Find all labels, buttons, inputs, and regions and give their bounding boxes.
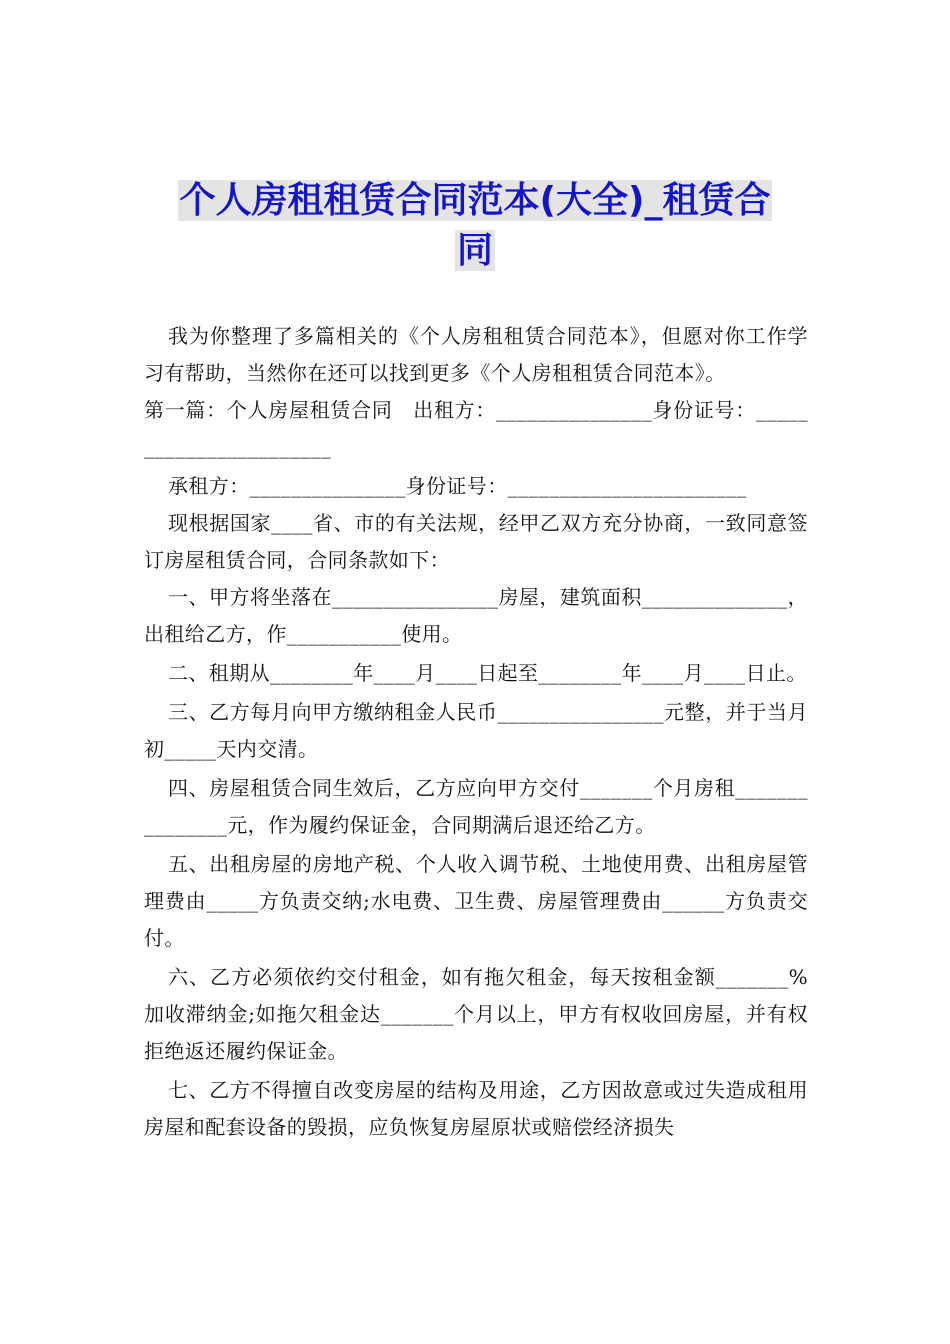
document-title [150,176,800,276]
clause-5: 五、出租房屋的房地产税、个人收入调节税、土地使用费、出租房屋管理费由_____方负责交纳;水电费、卫生费、房屋管理费由______方负责交付。 [144,852,808,950]
clause-7: 七、乙方不得擅自改变房屋的结构及用途，乙方因故意或过失造成租用房屋和配套设备的毁损，应负恢复房屋原状或赔偿经济损失 [144,1078,808,1139]
clause-6: 六、乙方必须依约交付租金，如有拖欠租金，每天按租金额_______%加收滞纳金;如拖欠租金达_______个月以上，甲方有权收回房屋，并有权拒绝返还履约保证金。 [144,965,808,1063]
title-line-2: 同 [456,230,493,271]
intro-paragraph: 我为你整理了多篇相关的《个人房租租赁合同范本》，但愿对你工作学习有帮助，当然你在还可以找到更多《个人房租租赁合同范本》。 [144,324,808,385]
clause-1: 一、甲方将坐落在________________房屋，建筑面积______________，出租给乙方，作___________使用。 [144,585,808,646]
clause-4: 四、房屋租赁合同生效后，乙方应向甲方交付_______个月房租_______________元，作为履约保证金，合同期满后退还给乙方。 [144,776,808,837]
clause-2: 二、租期从________年____月____日起至________年____月____日止。 [168,661,807,685]
preamble-paragraph: 现根据国家____省、市的有关法规，经甲乙双方充分协商，一致同意签订房屋租赁合同，合同条款如下： [144,511,808,572]
lessor-line: 第一篇：个人房屋租赁合同 出租方：_______________身份证号：_______________________ [144,398,808,459]
clause-3: 三、乙方每月向甲方缴纳租金人民币________________元整，并于当月初_____天内交清。 [144,700,808,761]
document-body [144,318,808,1146]
lessee-line: 承租方：_______________身份证号：_______________________ [168,474,747,498]
title-line-1: 个人房租租赁合同范本(大全)_租赁合 [179,180,771,221]
